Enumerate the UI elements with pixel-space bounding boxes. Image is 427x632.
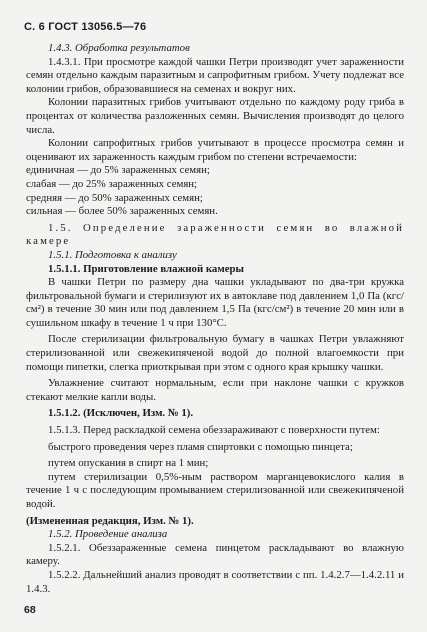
paragraph: Колонии сапрофитных грибов учитывают в процессе просмотра семян и оценивают их зараженность каждым грибом по степени встречаемости: [26,137,404,163]
list-item: средняя — до 50% зараженных семян; [26,191,203,204]
paragraph: В чашки Петри по размеру дна чашки укладывают по два-три кружка фильтровальной бумаги и стерилизуют их в автоклаве под давлением 1,0 Па (кгс/см²) в течение 30 мин или под давлением 1,5 Па (кгс/см²) в течение 20 мин или в сушильном шкафу в течение 1 ч при 130°С. [26,276,404,329]
page-number: 68 [24,604,36,616]
subsection-heading: 1.5.1.1. Приготовление влажной камеры [48,262,244,275]
subsection-heading: 1.5.1. Подготовка к анализу [48,248,177,261]
amendment-note: 1.5.1.2. (Исключен, Изм. № 1). [48,407,194,420]
paragraph: Колонии паразитных грибов учитывают отдельно по каждому роду гриба в процентах от количества разложенных семян. Вычисления производят до целого числа. [26,96,404,136]
paragraph: быстрого проведения через пламя спиртовки с помощью пинцета; [48,440,353,453]
section-heading: 1.5. Определение зараженности семян во влажной камере [26,221,404,248]
paragraph: 1.5.2.1. Обеззараженные семена пинцетом раскладывают во влажную камеру. [26,541,404,568]
list-item: сильная — более 50% зараженных семян. [26,205,218,218]
paragraph: путем стерилизации 0,5%-ным раствором марганцевокислого калия в течение 1 ч с последующим промыванием стерилизованной или свежекипяченой водой. [26,470,404,510]
paragraph: 1.5.2.2. Дальнейший анализ проводят в соответствии с пп. 1.4.2.7—1.4.2.11 и 1.4.3. [26,568,404,595]
section-heading: 1.4.3. Обработка результатов [48,42,190,54]
paragraph: Увлажнение считают нормальным, если при наклоне чашки с кружков стекают мелкие капли воды. [26,377,404,403]
document-body [26,42,404,596]
amendment-note: (Измененная редакция, Изм. № 1). [26,514,194,527]
list-item: слабая — до 25% зараженных семян; [26,177,198,190]
paragraph: путем опускания в спирт на 1 мин; [48,457,209,470]
running-header: С. 6 ГОСТ 13056.5—76 [24,21,147,33]
paragraph: 1.5.1.3. Перед раскладкой семена обеззараживают с поверхности путем: [48,424,380,437]
list-item: единичная — до 5% зараженных семян; [26,164,210,177]
paragraph: После стерилизации фильтровальную бумагу в чашках Петри увлажняют стерилизованной или свежекипяченой водой до полной влагоемкости при помощи пипетки, слегка приоткрывая при этом с одного края крышку чашки. [26,333,404,373]
paragraph: 1.4.3.1. При просмотре каждой чашки Петри производят учет зараженности семян отдельно каждым паразитным и сапрофитным грибом. Учету подлежат все колонии грибов, образовавшиеся на семенах и вокруг них. [26,55,404,95]
subsection-heading: 1.5.2. Проведение анализа [48,528,168,541]
